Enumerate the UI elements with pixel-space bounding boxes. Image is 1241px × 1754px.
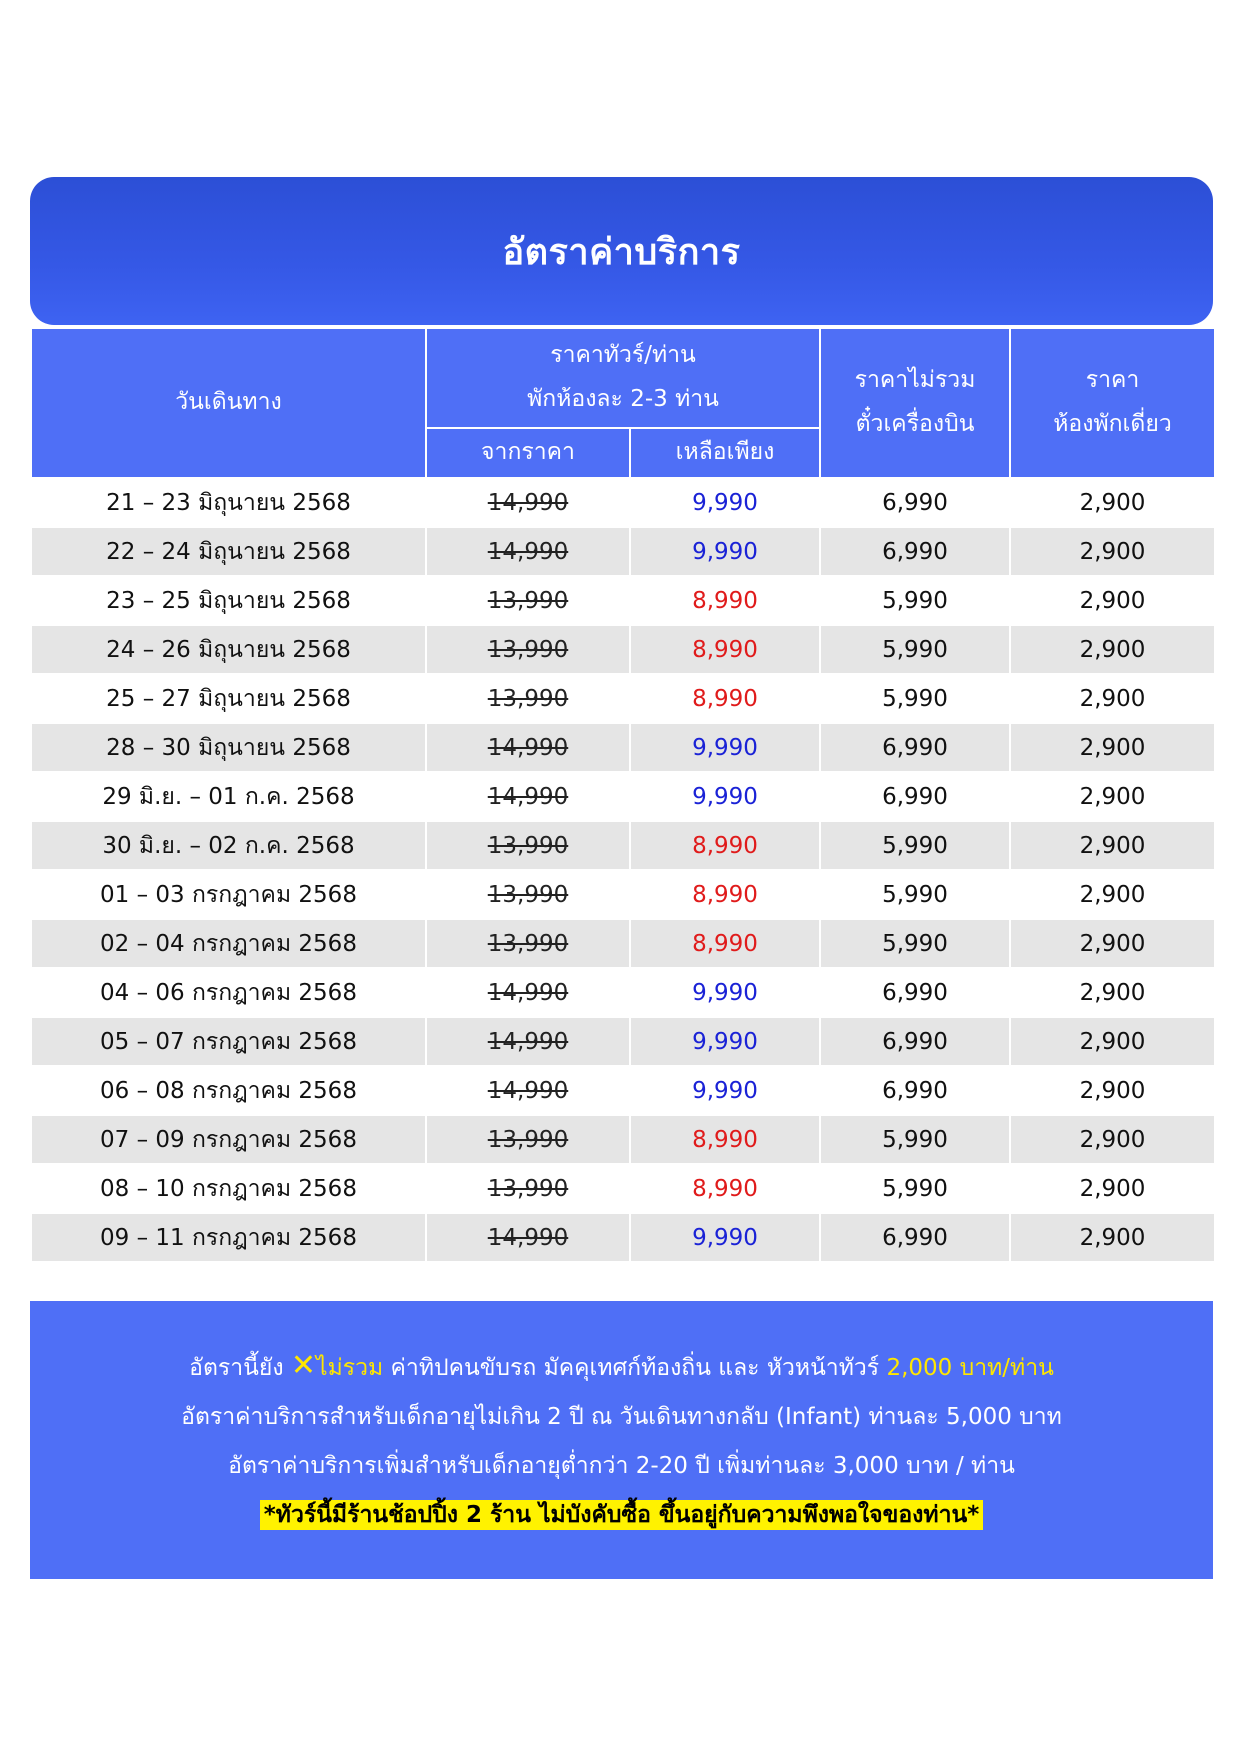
cell-only-price	[630, 527, 820, 576]
rates-table-body	[31, 478, 1215, 1262]
cell-no-ticket-price	[820, 1066, 1010, 1115]
cell-only-price-value: 8,990	[692, 587, 758, 614]
cell-single-room-price-value: 2,900	[1079, 1077, 1146, 1104]
table-row	[31, 527, 1215, 576]
cell-no-ticket-price	[820, 674, 1010, 723]
cell-single-room-price	[1010, 527, 1215, 576]
cell-single-room-price-value: 2,900	[1079, 734, 1146, 761]
header-no-ticket-line1: ราคาไม่รวม	[854, 367, 976, 394]
cell-date	[31, 1017, 426, 1066]
cell-no-ticket-price-value: 6,990	[882, 734, 948, 761]
cell-no-ticket-price	[820, 1213, 1010, 1262]
cell-from-price-value: 14,990	[487, 734, 569, 761]
header-only-price: เหลือเพียง	[630, 428, 820, 478]
cell-date	[31, 919, 426, 968]
cell-single-room-price	[1010, 625, 1215, 674]
cell-from-price-value: 13,990	[487, 1126, 569, 1153]
cell-no-ticket-price	[820, 1017, 1010, 1066]
cell-only-price	[630, 576, 820, 625]
table-row	[31, 772, 1215, 821]
cell-date-value: 06 – 08 กรกฎาคม 2568	[100, 1077, 357, 1104]
cell-only-price-value: 8,990	[692, 1175, 758, 1202]
cell-no-ticket-price	[820, 821, 1010, 870]
cell-only-price	[630, 1213, 820, 1262]
cell-only-price-value: 9,990	[692, 979, 758, 1006]
cell-date	[31, 821, 426, 870]
cell-date	[31, 1164, 426, 1213]
cell-from-price-value: 13,990	[487, 832, 569, 859]
table-row	[31, 1213, 1215, 1262]
cell-from-price	[426, 674, 630, 723]
cell-single-room-price	[1010, 968, 1215, 1017]
cell-no-ticket-price-value: 5,990	[882, 1175, 948, 1202]
cell-date	[31, 1066, 426, 1115]
cell-date-value: 04 – 06 กรกฎาคม 2568	[100, 979, 357, 1006]
cell-no-ticket-price-value: 6,990	[882, 979, 948, 1006]
footer-line-1-prefix: อัตรานี้ยัง	[189, 1355, 284, 1381]
cell-single-room-price-value: 2,900	[1079, 1028, 1146, 1055]
cell-only-price	[630, 870, 820, 919]
footer-notes	[30, 1301, 1213, 1579]
cell-date	[31, 772, 426, 821]
cell-from-price-value: 13,990	[487, 881, 569, 908]
cell-date	[31, 625, 426, 674]
not-included-label: ไม่รวม	[316, 1355, 384, 1381]
cell-no-ticket-price	[820, 1115, 1010, 1164]
cell-no-ticket-price	[820, 968, 1010, 1017]
cell-no-ticket-price-value: 5,990	[882, 881, 948, 908]
cell-no-ticket-price-value: 5,990	[882, 832, 948, 859]
cell-date-value: 07 – 09 กรกฎาคม 2568	[100, 1126, 357, 1153]
cell-no-ticket-price	[820, 723, 1010, 772]
cell-from-price-value: 13,990	[487, 930, 569, 957]
cell-only-price-value: 9,990	[692, 1224, 758, 1251]
table-row	[31, 968, 1215, 1017]
cell-only-price-value: 9,990	[692, 538, 758, 565]
table-row	[31, 1017, 1215, 1066]
cell-from-price-value: 14,990	[487, 783, 569, 810]
header-no-ticket	[820, 328, 1010, 478]
tip-amount: 2,000 บาท/ท่าน	[886, 1355, 1054, 1381]
cell-single-room-price	[1010, 870, 1215, 919]
cell-single-room-price-value: 2,900	[1079, 783, 1146, 810]
cell-only-price	[630, 1115, 820, 1164]
cell-from-price-value: 13,990	[487, 1175, 569, 1202]
cell-from-price-value: 14,990	[487, 538, 569, 565]
cell-from-price-value: 14,990	[487, 1224, 569, 1251]
footer-line-2: อัตราค่าบริการสำหรับเด็กอายุไม่เกิน 2 ปี ณ วันเดินทางกลับ (Infant) ท่านละ 5,000 บาท	[181, 1404, 1062, 1430]
footer-line-1	[30, 1341, 1213, 1393]
title-banner	[30, 177, 1213, 325]
cell-single-room-price-value: 2,900	[1079, 538, 1146, 565]
cell-only-price-value: 9,990	[692, 1077, 758, 1104]
cell-from-price	[426, 772, 630, 821]
cell-from-price-value: 13,990	[487, 685, 569, 712]
cell-single-room-price	[1010, 1213, 1215, 1262]
cell-only-price-value: 9,990	[692, 783, 758, 810]
cell-no-ticket-price-value: 6,990	[882, 1224, 948, 1251]
cell-date	[31, 1213, 426, 1262]
table-row	[31, 674, 1215, 723]
cell-only-price-value: 9,990	[692, 489, 758, 516]
cell-single-room-price-value: 2,900	[1079, 685, 1146, 712]
table-row	[31, 870, 1215, 919]
header-tour-price-line2: พักห้องละ 2-3 ท่าน	[527, 386, 719, 412]
cell-from-price	[426, 1213, 630, 1262]
cell-only-price-value: 9,990	[692, 734, 758, 761]
page-title: อัตราค่าบริการ	[502, 231, 741, 273]
cell-from-price	[426, 527, 630, 576]
cell-date-value: 25 – 27 มิถุนายน 2568	[106, 685, 351, 712]
cell-single-room-price-value: 2,900	[1079, 1126, 1146, 1153]
cell-single-room-price	[1010, 723, 1215, 772]
cell-single-room-price	[1010, 821, 1215, 870]
cell-no-ticket-price	[820, 919, 1010, 968]
cell-date	[31, 723, 426, 772]
cell-date-value: 01 – 03 กรกฎาคม 2568	[100, 881, 357, 908]
cell-from-price	[426, 1164, 630, 1213]
cell-no-ticket-price-value: 5,990	[882, 930, 948, 957]
cell-date-value: 08 – 10 กรกฎาคม 2568	[100, 1175, 357, 1202]
table-row	[31, 478, 1215, 527]
cell-no-ticket-price-value: 6,990	[882, 783, 948, 810]
table-row	[31, 576, 1215, 625]
cell-no-ticket-price	[820, 576, 1010, 625]
cell-single-room-price	[1010, 772, 1215, 821]
cell-only-price-value: 8,990	[692, 1126, 758, 1153]
cell-date-value: 23 – 25 มิถุนายน 2568	[106, 587, 351, 614]
table-row	[31, 821, 1215, 870]
cell-date	[31, 968, 426, 1017]
cell-date-value: 21 – 23 มิถุนายน 2568	[106, 489, 351, 516]
cell-date	[31, 870, 426, 919]
header-no-ticket-line2: ตั๋วเครื่องบิน	[855, 411, 975, 437]
cell-no-ticket-price-value: 5,990	[882, 636, 948, 663]
cell-only-price	[630, 625, 820, 674]
cell-from-price	[426, 625, 630, 674]
cell-single-room-price	[1010, 576, 1215, 625]
cell-single-room-price-value: 2,900	[1079, 930, 1146, 957]
cell-no-ticket-price-value: 6,990	[882, 1028, 948, 1055]
cell-from-price	[426, 1115, 630, 1164]
cell-only-price-value: 8,990	[692, 636, 758, 663]
cell-date-value: 05 – 07 กรกฎาคม 2568	[100, 1028, 357, 1055]
footer-line-3: อัตราค่าบริการเพิ่มสำหรับเด็กอายุต่ำกว่า 2-20 ปี เพิ่มท่านละ 3,000 บาท / ท่าน	[228, 1453, 1015, 1479]
cell-from-price	[426, 478, 630, 527]
cell-from-price	[426, 821, 630, 870]
cross-icon: ✕	[290, 1348, 317, 1383]
cell-no-ticket-price-value: 6,990	[882, 489, 948, 516]
cell-from-price	[426, 870, 630, 919]
cell-no-ticket-price-value: 5,990	[882, 1126, 948, 1153]
cell-date	[31, 527, 426, 576]
cell-no-ticket-price	[820, 625, 1010, 674]
table-row	[31, 723, 1215, 772]
cell-single-room-price	[1010, 1115, 1215, 1164]
header-tour-price	[426, 328, 820, 428]
cell-single-room-price	[1010, 478, 1215, 527]
header-date: วันเดินทาง	[31, 328, 426, 478]
cell-from-price	[426, 968, 630, 1017]
cell-single-room-price-value: 2,900	[1079, 832, 1146, 859]
footer-line-4	[30, 1491, 1213, 1540]
cell-no-ticket-price-value: 5,990	[882, 685, 948, 712]
cell-from-price	[426, 1017, 630, 1066]
table-row	[31, 1066, 1215, 1115]
cell-date-value: 22 – 24 มิถุนายน 2568	[106, 538, 351, 565]
table-row	[31, 1164, 1215, 1213]
cell-only-price	[630, 821, 820, 870]
cell-single-room-price-value: 2,900	[1079, 1224, 1146, 1251]
cell-single-room-price-value: 2,900	[1079, 1175, 1146, 1202]
header-single-line2: ห้องพักเดี่ยว	[1053, 411, 1172, 437]
cell-date	[31, 1115, 426, 1164]
cell-no-ticket-price-value: 6,990	[882, 538, 948, 565]
table-row	[31, 1115, 1215, 1164]
cell-date	[31, 674, 426, 723]
cell-single-room-price	[1010, 1066, 1215, 1115]
cell-single-room-price-value: 2,900	[1079, 979, 1146, 1006]
cell-date-value: 28 – 30 มิถุนายน 2568	[106, 734, 351, 761]
header-single-line1: ราคา	[1085, 367, 1140, 394]
header-tour-price-line1: ราคาทัวร์/ท่าน	[550, 342, 696, 369]
cell-no-ticket-price	[820, 772, 1010, 821]
rates-table	[30, 327, 1216, 1263]
cell-date	[31, 576, 426, 625]
cell-single-room-price	[1010, 919, 1215, 968]
cell-only-price	[630, 1164, 820, 1213]
cell-only-price	[630, 1017, 820, 1066]
cell-date-value: 02 – 04 กรกฎาคม 2568	[100, 930, 357, 957]
cell-only-price-value: 8,990	[692, 881, 758, 908]
cell-date-value: 29 มิ.ย. – 01 ก.ค. 2568	[102, 783, 355, 810]
cell-from-price	[426, 919, 630, 968]
cell-single-room-price-value: 2,900	[1079, 881, 1146, 908]
cell-only-price-value: 8,990	[692, 832, 758, 859]
cell-from-price-value: 14,990	[487, 1028, 569, 1055]
cell-single-room-price	[1010, 1017, 1215, 1066]
cell-only-price	[630, 968, 820, 1017]
rates-table-header	[31, 328, 1215, 478]
cell-from-price-value: 13,990	[487, 636, 569, 663]
cell-no-ticket-price	[820, 527, 1010, 576]
cell-only-price	[630, 674, 820, 723]
header-from-price: จากราคา	[426, 428, 630, 478]
header-single-room	[1010, 328, 1215, 478]
cell-no-ticket-price	[820, 478, 1010, 527]
cell-date	[31, 478, 426, 527]
cell-only-price	[630, 723, 820, 772]
cell-single-room-price	[1010, 674, 1215, 723]
cell-from-price-value: 14,990	[487, 979, 569, 1006]
cell-only-price-value: 8,990	[692, 930, 758, 957]
cell-no-ticket-price-value: 5,990	[882, 587, 948, 614]
cell-from-price-value: 14,990	[487, 1077, 569, 1104]
cell-no-ticket-price	[820, 870, 1010, 919]
table-row	[31, 919, 1215, 968]
cell-single-room-price-value: 2,900	[1079, 587, 1146, 614]
cell-only-price	[630, 1066, 820, 1115]
cell-only-price-value: 9,990	[692, 1028, 758, 1055]
cell-from-price	[426, 576, 630, 625]
cell-only-price	[630, 772, 820, 821]
cell-single-room-price	[1010, 1164, 1215, 1213]
cell-from-price	[426, 1066, 630, 1115]
shopping-note-highlight: *ทัวร์นี้มีร้านช้อปปิ้ง 2 ร้าน ไม่บังคับซื้อ ขึ้นอยู่กับความพึงพอใจของท่าน*	[260, 1500, 983, 1530]
cell-single-room-price-value: 2,900	[1079, 636, 1146, 663]
cell-date-value: 24 – 26 มิถุนายน 2568	[106, 636, 351, 663]
cell-single-room-price-value: 2,900	[1079, 489, 1146, 516]
cell-only-price	[630, 919, 820, 968]
cell-from-price	[426, 723, 630, 772]
cell-from-price-value: 13,990	[487, 587, 569, 614]
footer-line-1-items: ค่าทิปคนขับรถ มัคคุเทศก์ท้องถิ่น และ หัวหน้าทัวร์	[390, 1355, 880, 1381]
table-row	[31, 625, 1215, 674]
cell-from-price-value: 14,990	[487, 489, 569, 516]
cell-no-ticket-price-value: 6,990	[882, 1077, 948, 1104]
cell-no-ticket-price	[820, 1164, 1010, 1213]
cell-date-value: 30 มิ.ย. – 02 ก.ค. 2568	[102, 832, 355, 859]
cell-date-value: 09 – 11 กรกฎาคม 2568	[100, 1224, 357, 1251]
cell-only-price	[630, 478, 820, 527]
cell-only-price-value: 8,990	[692, 685, 758, 712]
